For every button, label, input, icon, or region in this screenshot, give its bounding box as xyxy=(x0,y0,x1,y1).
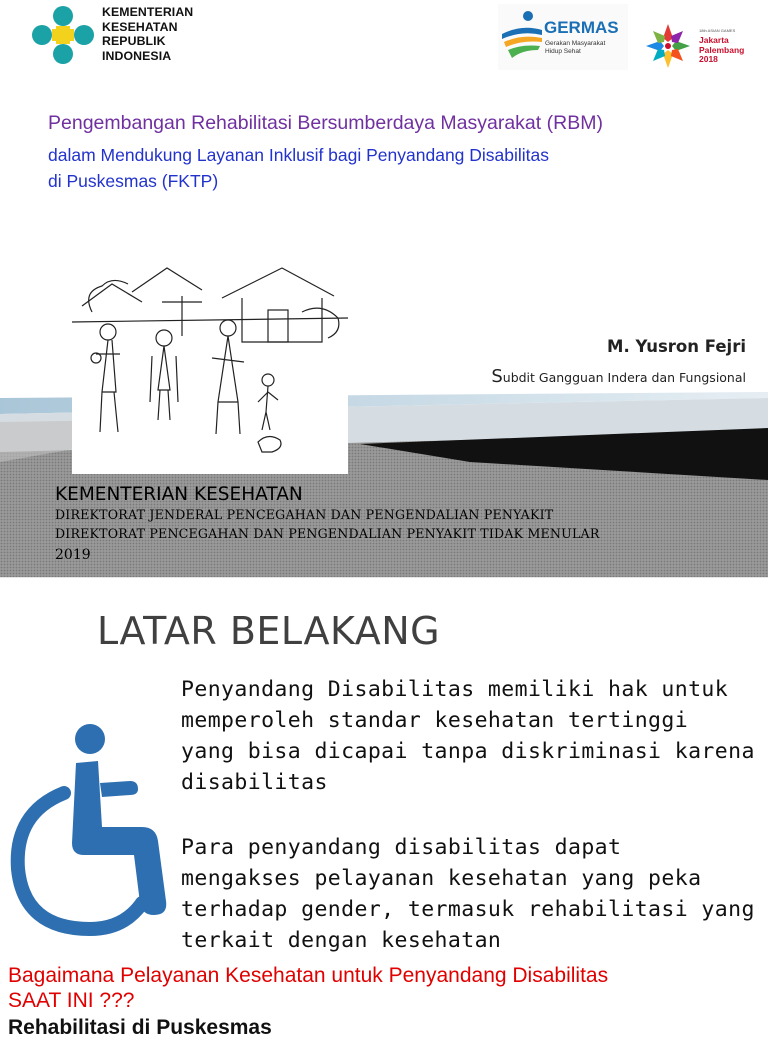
paragraph-line: memperoleh standar kesehatan tertinggi xyxy=(181,708,689,733)
kemkes-line: KESEHATAN xyxy=(102,19,178,34)
cutoff-text: Rehabilitasi di Puskesmas xyxy=(8,1016,272,1039)
kemkes-line: INDONESIA xyxy=(102,48,172,63)
ministry-name: KEMENTERIAN KESEHATAN xyxy=(55,484,303,505)
germas-sub-line: Gerakan Masyarakat xyxy=(545,40,606,47)
presentation-year: 2019 xyxy=(55,547,91,563)
paragraph-line: Penyandang Disabilitas memiliki hak untuk xyxy=(181,677,729,702)
kemkes-logo-icon xyxy=(28,2,98,66)
author-unit xyxy=(491,366,746,387)
paragraph-line: Para penyandang disabilitas dapat xyxy=(181,835,622,860)
germas-subtitle xyxy=(545,40,605,55)
asian-games-line: Jakarta xyxy=(699,35,729,45)
paragraph-line: disabilitas xyxy=(181,770,328,795)
directorate: DIREKTORAT PENCEGAHAN DAN PENGENDALIAN PENYAKIT TIDAK MENULAR xyxy=(55,526,600,541)
presentation-subtitle xyxy=(48,142,549,194)
unit-initial: S xyxy=(491,366,503,387)
kemkes-logo-text xyxy=(102,5,193,63)
question-line: Bagaimana Pelayanan Kesehatan untuk Penyandang Disabilitas xyxy=(8,964,609,987)
background-slide xyxy=(0,583,768,1039)
paragraph-line: terkait dengan kesehatan xyxy=(181,928,502,953)
wheelchair-icon xyxy=(6,723,168,939)
directorate-general: DIREKTORAT JENDERAL PENCEGAHAN DAN PENGENDALIAN PENYAKIT xyxy=(55,507,554,522)
germas-title: GERMAS xyxy=(544,18,619,37)
asian-games-edition: 18th ASIAN GAMES xyxy=(699,28,736,33)
community-sketch-illustration xyxy=(72,262,348,474)
slide-title: LATAR BELAKANG xyxy=(97,609,441,653)
background-paragraph xyxy=(181,832,761,956)
germas-sub-line: Hidup Sehat xyxy=(545,47,581,55)
kemkes-line: KEMENTERIAN xyxy=(102,5,194,19)
paragraph-line: terhadap gender, termasuk rehabilitasi yang xyxy=(181,897,755,922)
author-name: M. Yusron Fejri xyxy=(607,337,746,356)
subtitle-line: di Puskesmas (FKTP) xyxy=(48,171,219,191)
asian-games-line: 2018 xyxy=(699,54,718,64)
kemkes-line: REPUBLIK xyxy=(102,34,166,48)
asian-games-text xyxy=(699,36,744,65)
paragraph-line: mengakses pelayanan kesehatan yang peka xyxy=(181,866,702,891)
asian-games-line: Palembang xyxy=(699,44,745,55)
background-paragraph xyxy=(181,674,761,798)
key-question xyxy=(8,963,608,1013)
unit-name: ubdit Gangguan Indera dan Fungsional xyxy=(502,370,746,385)
paragraph-line: yang bisa dicapai tanpa diskriminasi karena xyxy=(181,739,755,764)
germas-figure-icon xyxy=(498,4,544,70)
presentation-title: Pengembangan Rehabilitasi Bersumberdaya Masyarakat (RBM) xyxy=(48,112,603,134)
question-line: SAAT INI ??? xyxy=(8,989,135,1012)
subtitle-line: dalam Mendukung Layanan Inklusif bagi Penyandang Disabilitas xyxy=(48,145,550,165)
